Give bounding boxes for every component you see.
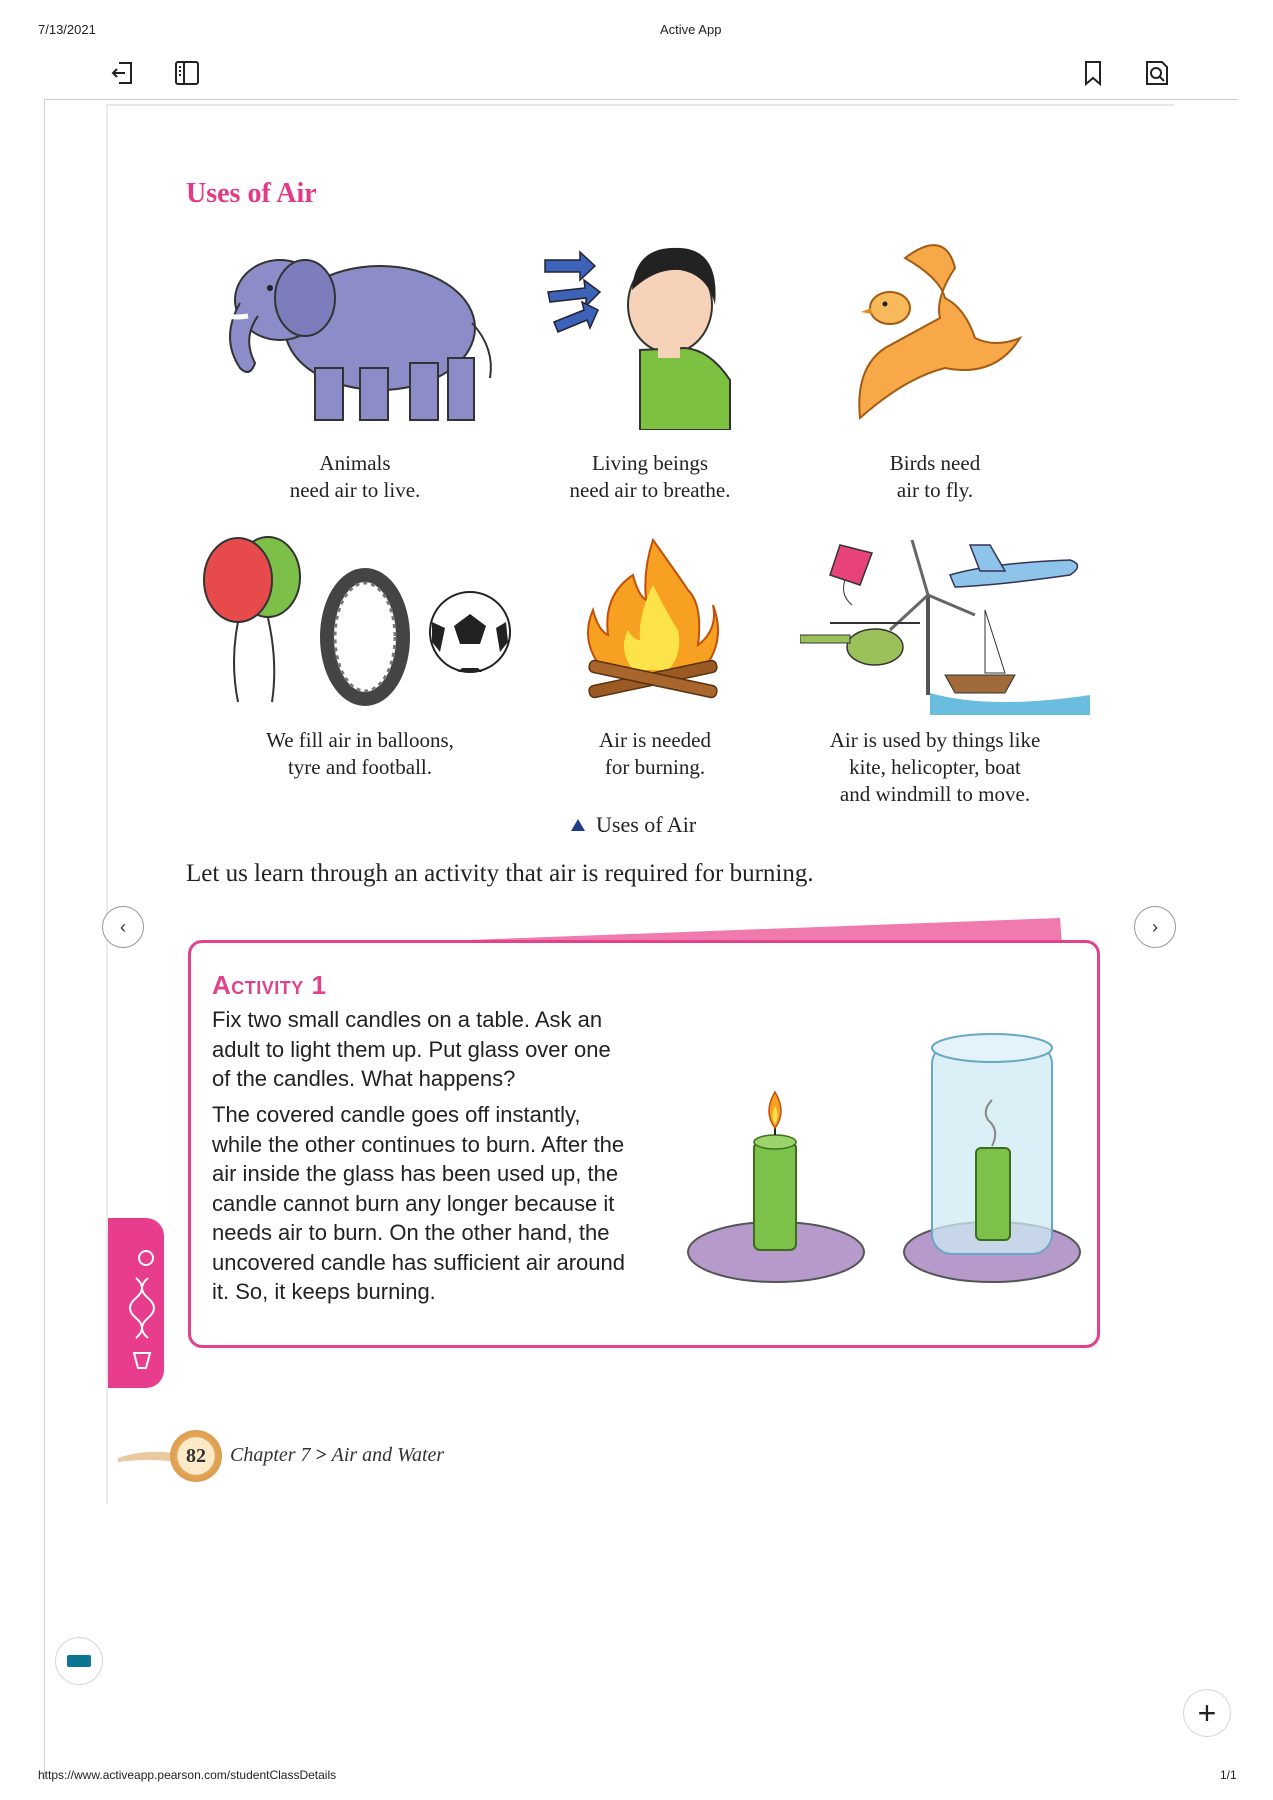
sidebar-toggle-icon[interactable] — [170, 56, 204, 90]
candle-experiment-illustration — [686, 1030, 1082, 1294]
chapter-chevron: > — [315, 1444, 327, 1466]
caption-birds: Birds need air to fly. — [889, 451, 981, 502]
caption-movement: Air is used by things like kite, helicopter, boat and windmill to move. — [829, 728, 1041, 806]
bookmark-icon[interactable] — [1076, 56, 1110, 90]
footer-swoosh — [118, 1444, 178, 1470]
caption-living-beings: Living beings need air to breathe. — [569, 451, 731, 502]
notes-icon — [67, 1655, 91, 1667]
kite-helicopter-boat-windmill-illustration — [800, 535, 1090, 715]
chapter-title: Air and Water — [331, 1444, 445, 1466]
balloons-tyre-football-illustration — [200, 532, 520, 712]
search-document-icon[interactable] — [1140, 56, 1174, 90]
activity-intro: Let us learn through an activity that air is required for burning. — [186, 860, 814, 887]
activity-question: Fix two small candles on a table. Ask an adult to light them up. Put glass over one of the candles. What happens? — [212, 1007, 611, 1091]
elephant-illustration — [210, 228, 500, 428]
print-url: https://www.activeapp.pearson.com/studentClassDetails — [38, 1768, 337, 1782]
boy-breathing-illustration — [540, 230, 760, 430]
print-date: 7/13/2021 — [38, 22, 96, 37]
section-title: Uses of Air — [186, 178, 317, 209]
chapter-label: Chapter 7 — [230, 1444, 311, 1466]
activity-answer: The covered candle goes off instantly, while the other continues to burn. After the air inside the glass has been used up, the candle cannot burn any longer because it needs air to burn. On the other hand, the uncovered candle has sufficient air around it. So, it keeps burning. — [212, 1102, 625, 1304]
next-page-button[interactable]: › — [1134, 906, 1176, 948]
caption-balloons: We fill air in balloons, tyre and football. — [266, 728, 454, 779]
add-button[interactable] — [1184, 1690, 1230, 1736]
chapter-footer — [230, 1444, 444, 1467]
viewer-left-border — [44, 100, 45, 1780]
print-page-number: 1/1 — [1220, 1768, 1237, 1782]
plus-icon: + — [1197, 1695, 1217, 1731]
caption-burning: Air is needed for burning. — [599, 728, 711, 779]
caption-animals: Animals need air to live. — [289, 451, 421, 502]
previous-page-button[interactable]: ‹ — [102, 906, 144, 948]
campfire-illustration — [578, 535, 728, 705]
exit-icon[interactable] — [106, 56, 140, 90]
viewer-top-border — [44, 99, 1238, 100]
bird-illustration — [845, 228, 1035, 428]
science-icon — [108, 1218, 164, 1388]
notes-button[interactable] — [56, 1638, 102, 1684]
page-number-badge: 82 — [170, 1430, 222, 1482]
print-title: Active App — [660, 22, 722, 37]
side-tab[interactable] — [108, 1218, 164, 1388]
figure-caption: Uses of Air — [596, 812, 697, 837]
activity-title: Activity 1 — [212, 970, 327, 1000]
triangle-marker-icon — [570, 818, 586, 832]
